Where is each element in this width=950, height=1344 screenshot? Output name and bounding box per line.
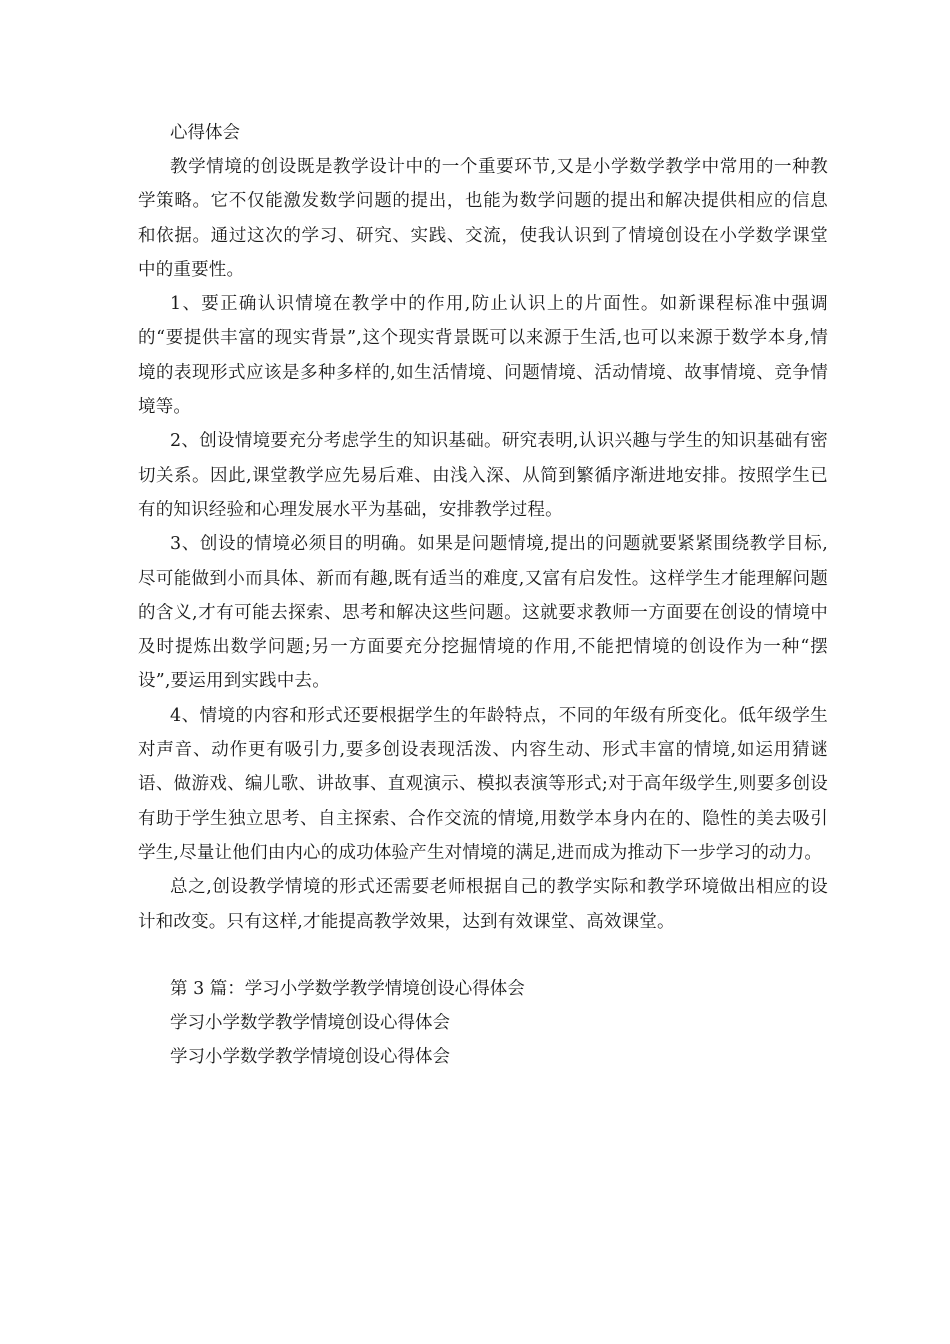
next-section-title: 第 3 篇：学习小学数学教学情境创设心得体会	[170, 978, 525, 999]
next-section-subtitle-repeat: 学习小学数学教学情境创设心得体会	[170, 1047, 450, 1068]
paragraph-point-2: 2、创设情境要充分考虑学生的知识基础。研究表明,认识兴趣与学生的知识基础有密切关系。因此,课堂教学应先易后难、由浅入深、从简到繁循序渐进地安排。按照学生已有的知识经验和心理发展水平为基础，安排教学过程。	[138, 431, 828, 520]
section-heading: 心得体会	[170, 123, 240, 143]
next-section-subtitle: 学习小学数学教学情境创设心得体会	[170, 1013, 450, 1034]
paragraph-point-4: 4、情境的内容和形式还要根据学生的年龄特点，不同的年级有所变化。低年级学生对声音、动作更有吸引力,要多创设表现活泼、内容生动、形式丰富的情境,如运用猜谜语、做游戏、编儿歌、讲故事、直观演示、模拟表演等形式;对于高年级学生,则要多创设有助于学生独立思考、自主探索、合作交流的情境,用数学本身内在的、隐性的美去吸引学生,尽量让他们由内心的成功体验产生对情境的满足,进而成为推动下一步学习的动力。	[138, 705, 828, 863]
paragraph-point-3: 3、创设的情境必须目的明确。如果是问题情境,提出的问题就要紧紧围绕教学目标,尽可能做到小而具体、新而有趣,既有适当的难度,又富有启发性。这样学生才能理解问题的含义,才有可能去探索、思考和解决这些问题。这就要求教师一方面要在创设的情境中及时提炼出数学问题;另一方面要充分挖掘情境的作用,不能把情境的创设作为一种“摆设”,要运用到实践中去。	[138, 534, 828, 692]
paragraph-intro: 教学情境的创设既是教学设计中的一个重要环节,又是小学数学教学中常用的一种教学策略。它不仅能激发数学问题的提出，也能为数学问题的提出和解决提供相应的信息和依据。通过这次的学习、研究、实践、交流，使我认识到了情境创设在小学数学课堂中的重要性。	[138, 157, 828, 280]
blank-line	[138, 939, 828, 972]
document-body	[138, 116, 828, 1075]
paragraph-point-1: 1、要正确认识情境在教学中的作用,防止认识上的片面性。如新课程标准中强调的“要提供丰富的现实背景”,这个现实背景既可以来源于生活,也可以来源于数学本身,情境的表现形式应该是多种多样的,如生活情境、问题情境、活动情境、故事情境、竞争情境等。	[138, 294, 828, 418]
paragraph-conclusion: 总之,创设教学情境的形式还需要老师根据自己的教学实际和教学环境做出相应的设计和改变。只有这样,才能提高教学效果，达到有效课堂、高效课堂。	[138, 877, 828, 932]
